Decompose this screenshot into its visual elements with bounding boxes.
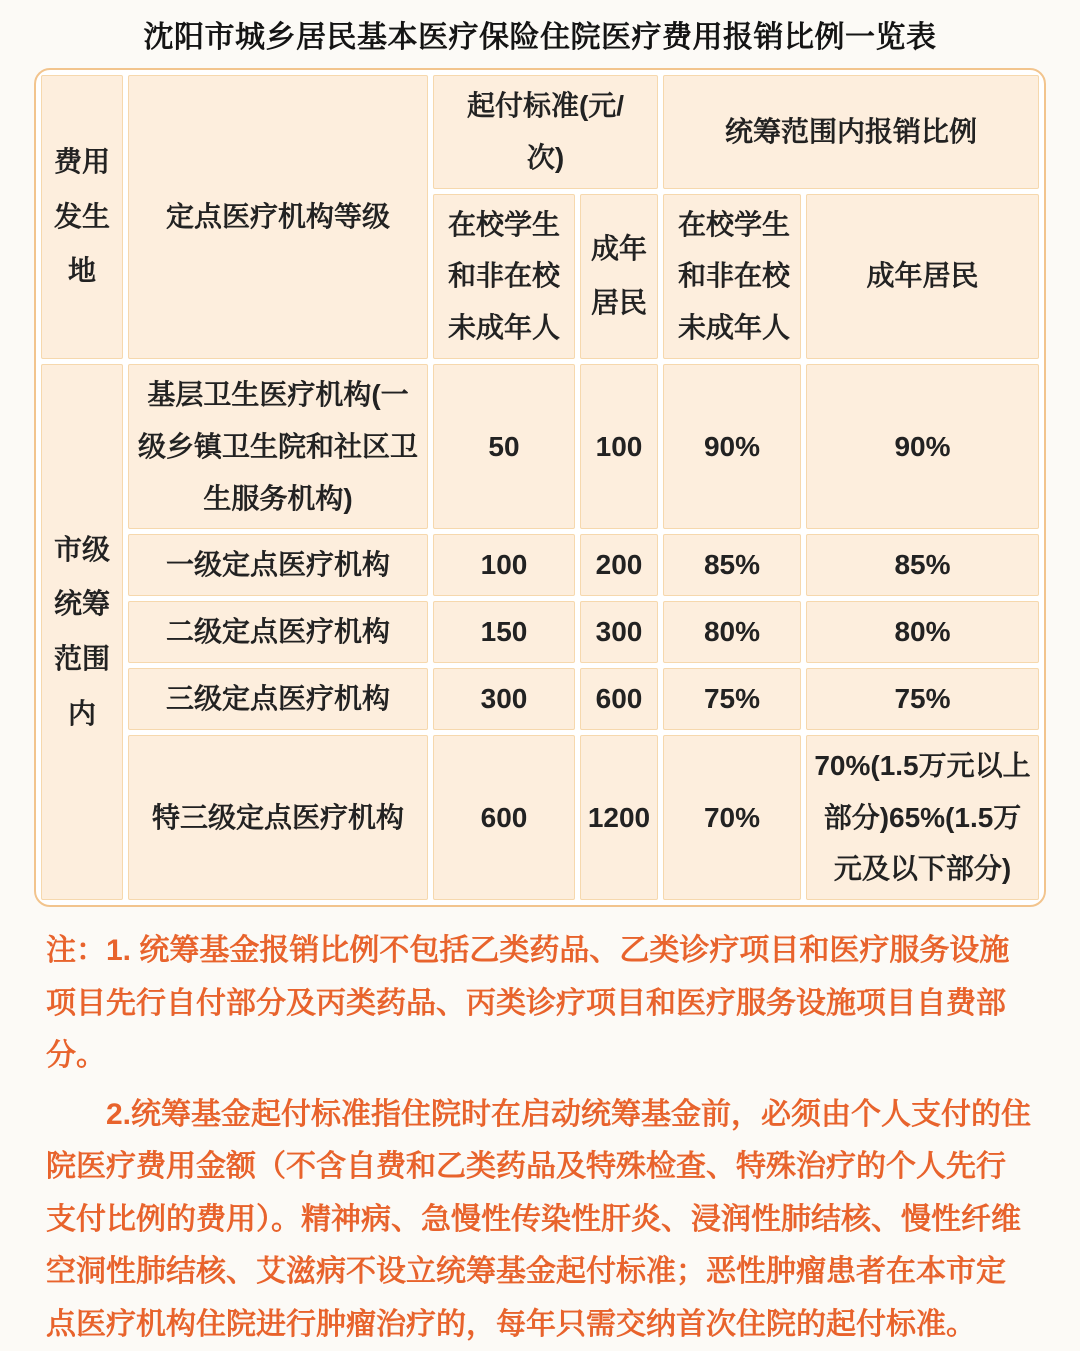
header-location	[41, 75, 123, 359]
reimbursement-table-container	[34, 68, 1046, 907]
cell-location-span	[41, 364, 123, 900]
cell-deductible-adults: 300	[580, 601, 658, 663]
cell-institution: 一级定点医疗机构	[128, 534, 428, 596]
header-ratio-students-label: 在校学生和非在校未成年人	[677, 208, 790, 344]
cell-ratio-adults: 70%(1.5万元以上部分)65%(1.5万元及以下部分)	[806, 735, 1039, 900]
cell-deductible-adults: 100	[580, 364, 658, 529]
cell-deductible-students: 100	[433, 534, 575, 596]
table-row	[41, 534, 1039, 596]
cell-location-label: 市级统筹范围内	[53, 533, 110, 729]
header-deductible-adults	[580, 194, 658, 359]
header-institution: 定点医疗机构等级	[128, 75, 428, 359]
header-ratio-adults: 成年居民	[806, 194, 1039, 359]
page-title: 沈阳市城乡居民基本医疗保险住院医疗费用报销比例一览表	[143, 21, 937, 54]
cell-deductible-adults: 1200	[580, 735, 658, 900]
cell-ratio-students: 80%	[663, 601, 801, 663]
footnote-2: 2.统筹基金起付标准指住院时在启动统筹基金前，必须由个人支付的住院医疗费用金额（不含自费和乙类药品及特殊检查、特殊治疗的个人先行支付比例的费用）。精神病、急慢性传染性肝炎、浸润性肺结核、慢性纤维空洞性肺结核、艾滋病不设立统筹基金起付标准；恶性肿瘤患者在本市定点医疗机构住院进行肿瘤治疗的，每年只需交纳首次住院的起付标准。	[46, 1097, 1032, 1341]
header-ratio-students	[663, 194, 801, 359]
cell-institution: 三级定点医疗机构	[128, 668, 428, 730]
table-row	[41, 364, 1039, 529]
reimbursement-table	[36, 70, 1044, 905]
footnote-1: 注：1. 统筹基金报销比例不包括乙类药品、乙类诊疗项目和医疗服务设施项目先行自付部分及丙类药品、丙类诊疗项目和医疗服务设施项目自费部分。	[46, 934, 1010, 1073]
cell-ratio-students: 90%	[663, 364, 801, 529]
cell-deductible-students: 600	[433, 735, 575, 900]
cell-deductible-adults: 200	[580, 534, 658, 596]
cell-ratio-adults: 90%	[806, 364, 1039, 529]
cell-deductible-students: 300	[433, 668, 575, 730]
header-deductible-students-label: 在校学生和非在校未成年人	[447, 208, 560, 344]
header-deductible-group	[433, 75, 658, 189]
header-deductible-group-label: 起付标准(元/次)	[466, 90, 625, 173]
table-row	[41, 668, 1039, 730]
cell-deductible-adults: 600	[580, 668, 658, 730]
cell-ratio-students: 75%	[663, 668, 801, 730]
cell-institution: 基层卫生医疗机构(一级乡镇卫生院和社区卫生服务机构)	[128, 364, 428, 529]
cell-deductible-students: 50	[433, 364, 575, 529]
header-ratio-group: 统筹范围内报销比例	[663, 75, 1039, 189]
table-row	[41, 601, 1039, 663]
cell-ratio-students: 85%	[663, 534, 801, 596]
cell-ratio-adults: 80%	[806, 601, 1039, 663]
header-deductible-adults-label: 成年居民	[590, 232, 647, 319]
cell-ratio-adults: 75%	[806, 668, 1039, 730]
header-deductible-students	[433, 194, 575, 359]
cell-deductible-students: 150	[433, 601, 575, 663]
table-row	[41, 735, 1039, 900]
cell-institution: 二级定点医疗机构	[128, 601, 428, 663]
cell-ratio-adults: 85%	[806, 534, 1039, 596]
cell-ratio-students: 70%	[663, 735, 801, 900]
header-row-groups	[41, 75, 1039, 189]
footnotes	[34, 925, 1046, 1351]
header-location-label: 费用发生地	[53, 146, 110, 287]
cell-institution: 特三级定点医疗机构	[128, 735, 428, 900]
